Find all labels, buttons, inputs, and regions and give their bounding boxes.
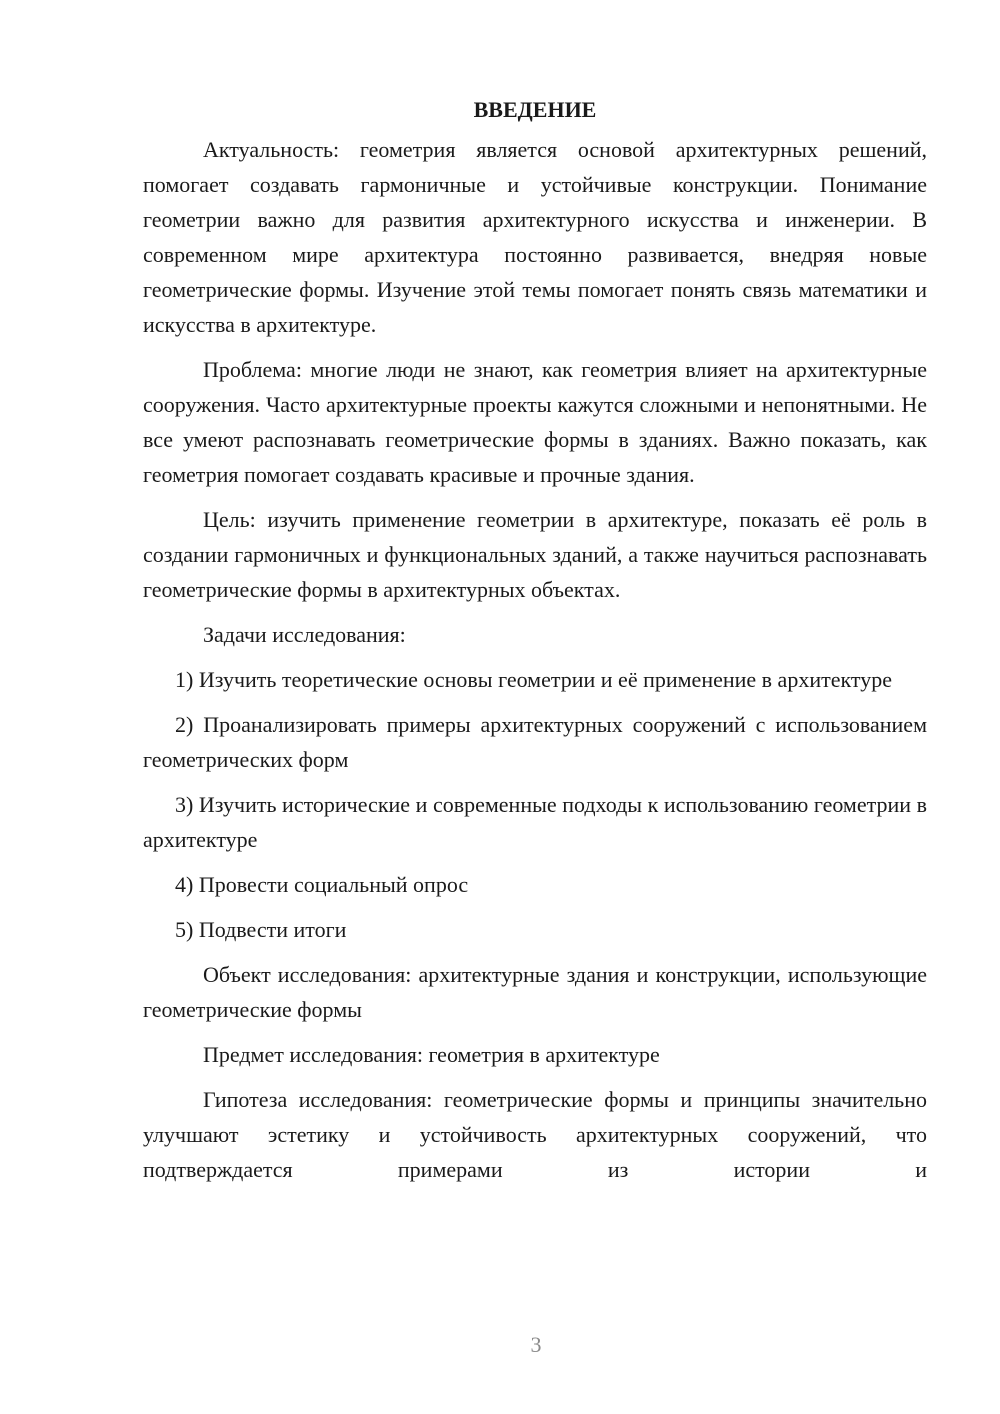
task-item-3: 3) Изучить исторические и современные подходы к использованию геометрии в архитектуре	[143, 792, 927, 852]
paragraph-subject: Предмет исследования: геометрия в архитектуре	[203, 1042, 660, 1067]
document-body	[143, 90, 927, 1187]
task-item-1: 1) Изучить теоретические основы геометрии и её применение в архитектуре	[175, 667, 892, 692]
section-heading: ВВЕДЕНИЕ	[473, 97, 597, 122]
paragraph-object: Объект исследования: архитектурные здания и конструкции, использующие геометрические формы	[143, 962, 927, 1022]
tasks-title: Задачи исследования:	[203, 622, 406, 647]
task-item-5: 5) Подвести итоги	[175, 917, 347, 942]
page-number: 3	[530, 1332, 542, 1357]
task-item-4: 4) Провести социальный опрос	[175, 872, 469, 897]
paragraph-goal: Цель: изучить применение геометрии в архитектуре, показать её роль в создании гармоничных и функциональных зданий, а также научиться распознавать геометрические формы в архитектурных объектах.	[143, 507, 927, 602]
task-item-2: 2) Проанализировать примеры архитектурных сооружений с использованием геометрических форм	[143, 712, 927, 772]
paragraph-problem: Проблема: многие люди не знают, как геометрия влияет на архитектурные сооружения. Часто архитектурные проекты кажутся сложными и непонятными. Не все умеют распознавать геометрические формы в зданиях. Важно показать, как геометрия помогает создавать красивые и прочные здания.	[143, 357, 927, 487]
paragraph-hypothesis: Гипотеза исследования: геометрические формы и принципы значительно улучшают эстетику и устойчивость архитектурных сооружений, что подтверждается примерами из истории и	[143, 1087, 927, 1182]
paragraph-relevance: Актуальность: геометрия является основой архитектурных решений, помогает создавать гармоничные и устойчивые конструкции. Понимание геометрии важно для развития архитектурного искусства и инженерии. В современном мире архитектура постоянно развивается, внедряя новые геометрические формы. Изучение этой темы помогает понять связь математики и искусства в архитектуре.	[143, 137, 927, 337]
